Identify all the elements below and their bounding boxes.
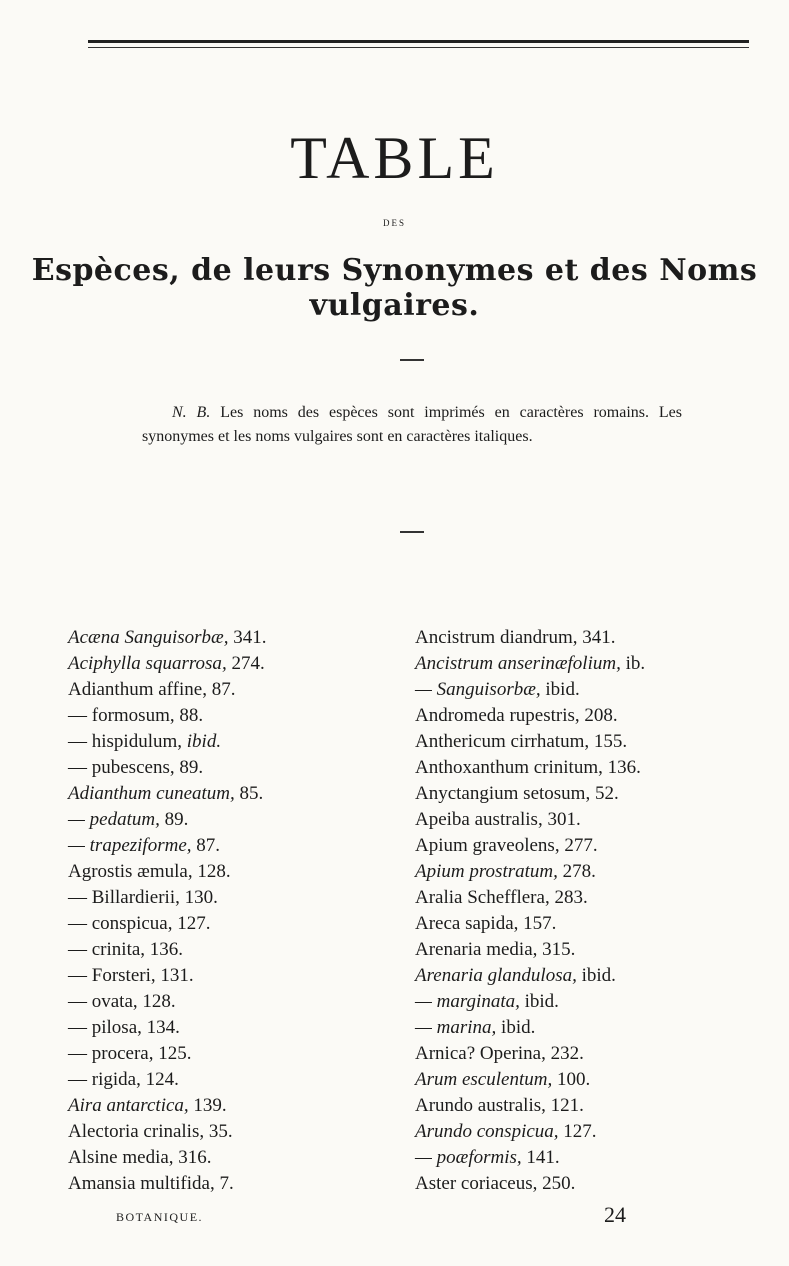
entry-separator: , — [168, 1147, 179, 1168]
index-entry — [68, 677, 398, 703]
entry-page-ref: 136. — [149, 939, 184, 960]
index-entry — [68, 989, 398, 1015]
entry-name: Adianthum affine — [68, 679, 203, 700]
index-entry — [415, 755, 755, 781]
page-title: TABLE — [290, 125, 499, 191]
entry-separator: , — [187, 861, 198, 882]
entry-page-ref: ibid. — [501, 1017, 536, 1038]
entry-separator: , — [572, 965, 582, 986]
index-entry — [68, 885, 398, 911]
entry-page-ref: 208. — [584, 705, 618, 726]
divider-dash — [400, 531, 424, 533]
entry-separator: , — [584, 731, 594, 752]
index-entry — [415, 963, 755, 989]
entry-name: Aciphylla squarrosa — [68, 653, 222, 674]
entry-page-ref: 87. — [211, 679, 236, 700]
entry-page-ref: ibid. — [186, 731, 222, 752]
entry-separator: , — [223, 627, 234, 648]
note-prefix: N. B. — [172, 404, 211, 421]
entry-name: — pubescens — [68, 757, 170, 778]
sheet-number: 24 — [604, 1202, 626, 1227]
entry-separator: , — [554, 835, 565, 856]
entry-separator: , — [553, 861, 563, 882]
entry-name: Anyctangium setosum — [415, 783, 586, 804]
entry-separator: , — [532, 1173, 543, 1194]
entry-page-ref: 87. — [196, 835, 220, 856]
entry-name: Aira antarctica — [68, 1095, 184, 1116]
index-entry — [68, 911, 398, 937]
entry-page-ref: 141. — [526, 1147, 560, 1168]
entry-name: — ovata — [68, 991, 133, 1012]
entry-name: Anthericum cirrhatum — [415, 731, 585, 752]
entry-page-ref: 128. — [142, 991, 176, 1012]
entry-separator: , — [167, 913, 178, 934]
entry-page-ref: ibid. — [545, 679, 580, 700]
page-subtitle: Espèces, de leurs Synonymes et des Noms vulgaires. — [31, 253, 758, 323]
entry-name: Alsine media — [68, 1147, 169, 1168]
entry-page-ref: 136. — [607, 757, 641, 778]
entry-page-ref: 157. — [523, 913, 557, 934]
entry-separator: , — [175, 887, 185, 908]
title-connector: DES — [382, 218, 406, 228]
entry-page-ref: 128. — [197, 861, 231, 882]
entry-separator: , — [547, 1069, 557, 1090]
index-entry — [415, 885, 755, 911]
entry-name: Areca sapida — [415, 913, 514, 934]
entry-separator: , — [140, 939, 150, 960]
index-entry — [68, 859, 398, 885]
index-entry — [68, 1015, 398, 1041]
entry-page-ref: 127. — [177, 913, 211, 934]
entry-name: — formosum — [68, 705, 170, 726]
index-entry — [415, 651, 755, 677]
entry-page-ref: 139. — [193, 1095, 227, 1116]
entry-name: Anthoxanthum crinitum — [415, 757, 599, 778]
entry-name: — trapeziforme — [68, 835, 187, 856]
index-entry — [415, 937, 755, 963]
entry-separator: , — [148, 1043, 159, 1064]
entry-separator: , — [221, 653, 232, 674]
index-entry — [68, 833, 398, 859]
index-entry — [415, 703, 755, 729]
index-entry — [68, 625, 398, 651]
entry-page-ref: 250. — [542, 1173, 576, 1194]
entry-name: Arundo australis — [415, 1095, 542, 1116]
index-entry — [415, 1041, 755, 1067]
entry-name: — marina — [415, 1017, 492, 1038]
entry-page-ref: 125. — [158, 1043, 192, 1064]
entry-name: Alectoria crinalis — [68, 1121, 200, 1142]
entry-separator: , — [532, 939, 543, 960]
entry-name: — procera — [68, 1043, 149, 1064]
entry-page-ref: ibid. — [581, 965, 616, 986]
entry-name: Apium prostratum — [415, 861, 554, 882]
entry-separator: , — [230, 783, 240, 804]
entry-separator: , — [515, 991, 525, 1012]
entry-name: Andromeda rupestris — [415, 705, 575, 726]
entry-separator: , — [553, 1121, 564, 1142]
index-entry — [415, 781, 755, 807]
entry-separator: , — [537, 809, 548, 830]
entry-name: — crinita — [68, 939, 141, 960]
entry-separator: , — [598, 757, 608, 778]
entry-separator: , — [572, 627, 583, 648]
entry-separator: , — [535, 679, 546, 700]
entry-separator: , — [177, 731, 187, 752]
entry-page-ref: 341. — [582, 627, 616, 648]
index-entry — [68, 1145, 398, 1171]
index-entry — [68, 1171, 398, 1197]
entry-name: — poæformis — [415, 1147, 517, 1168]
entry-separator: , — [169, 757, 180, 778]
entry-page-ref: 341. — [233, 627, 267, 648]
entry-page-ref: 89. — [164, 809, 189, 830]
entry-page-ref: 130. — [184, 887, 218, 908]
signature-mark: BOTANIQUE. — [116, 1210, 204, 1224]
entry-page-ref: 85. — [239, 783, 264, 804]
index-entry — [415, 1171, 755, 1197]
entry-separator: , — [137, 1017, 147, 1038]
entry-separator: , — [513, 913, 524, 934]
entry-name: Arnica? Operina — [415, 1043, 542, 1064]
entry-page-ref: 35. — [208, 1121, 233, 1142]
index-entry — [415, 833, 755, 859]
index-entry — [415, 729, 755, 755]
entry-name: Adianthum cuneatum — [68, 783, 231, 804]
top-rule-thick — [88, 40, 749, 43]
entry-page-ref: 278. — [562, 861, 596, 882]
entry-name: — Sanguisorbæ — [415, 679, 536, 700]
top-rule-thin — [88, 47, 749, 48]
index-column-right — [415, 625, 755, 1197]
entry-page-ref: 52. — [594, 783, 619, 804]
entry-separator: , — [616, 653, 626, 674]
entry-page-ref: 283. — [554, 887, 588, 908]
index-entry — [415, 807, 755, 833]
entry-name: Arenaria media — [415, 939, 533, 960]
entry-page-ref: 232. — [550, 1043, 584, 1064]
entry-name: — Billardierii — [68, 887, 176, 908]
entry-separator: , — [209, 1173, 220, 1194]
index-entry — [415, 625, 755, 651]
entry-separator: , — [150, 965, 161, 986]
index-entry — [68, 781, 398, 807]
entry-separator: , — [155, 809, 165, 830]
index-entry — [68, 703, 398, 729]
index-entry — [68, 1093, 398, 1119]
entry-name: Aster coriaceus — [415, 1173, 533, 1194]
entry-name: Acæna Sanguisorbæ — [68, 627, 224, 648]
entry-page-ref: 127. — [563, 1121, 597, 1142]
index-entry — [415, 1015, 755, 1041]
entry-name: — marginata — [415, 991, 516, 1012]
entry-separator: , — [186, 835, 197, 856]
note-text: Les noms des espèces sont imprimés en caractères romains. Les synonymes et les noms vulgaires sont en caractères italiques. — [142, 404, 682, 445]
entry-name: Amansia multifida — [68, 1173, 210, 1194]
index-entry — [415, 1119, 755, 1145]
entry-name: — conspicua — [68, 913, 168, 934]
entry-name: Apium graveolens — [415, 835, 555, 856]
entry-name: Ancistrum anserinæfolium — [415, 653, 617, 674]
entry-name: Apeiba australis — [415, 809, 538, 830]
index-entry — [68, 651, 398, 677]
entry-page-ref: 277. — [564, 835, 598, 856]
entry-page-ref: 155. — [593, 731, 628, 752]
index-entry — [68, 807, 398, 833]
entry-page-ref: 100. — [556, 1069, 591, 1090]
entry-page-ref: 315. — [542, 939, 576, 960]
entry-name: — pilosa — [68, 1017, 138, 1038]
entry-name: Agrostis æmula — [68, 861, 188, 882]
entry-separator: , — [541, 1095, 551, 1116]
index-entry — [415, 911, 755, 937]
index-entry — [415, 859, 755, 885]
entry-separator: , — [516, 1147, 527, 1168]
entry-page-ref: 124. — [145, 1069, 179, 1090]
entry-separator: , — [202, 679, 212, 700]
index-entry — [415, 677, 755, 703]
entry-separator: , — [574, 705, 585, 726]
note-paragraph — [142, 401, 682, 449]
entry-page-ref: 274. — [231, 653, 265, 674]
entry-page-ref: 131. — [160, 965, 194, 986]
index-entry — [415, 1067, 755, 1093]
entry-separator: , — [544, 887, 555, 908]
entry-name: — pedatum — [68, 809, 156, 830]
entry-name: Aralia Schefflera — [415, 887, 545, 908]
entry-page-ref: 121. — [550, 1095, 584, 1116]
index-entry — [68, 937, 398, 963]
entry-page-ref: 89. — [179, 757, 204, 778]
entry-separator: , — [199, 1121, 209, 1142]
entry-name: Ancistrum diandrum — [415, 627, 573, 648]
index-entry — [68, 963, 398, 989]
entry-name: — Forsteri — [68, 965, 151, 986]
index-column-left — [68, 625, 398, 1197]
entry-name: — hispidulum — [68, 731, 178, 752]
index-entry — [68, 1041, 398, 1067]
entry-page-ref: 316. — [178, 1147, 212, 1168]
entry-page-ref: ib. — [625, 653, 646, 674]
entry-page-ref: ibid. — [524, 991, 559, 1012]
entry-page-ref: 88. — [179, 705, 204, 726]
entry-separator: , — [491, 1017, 502, 1038]
index-entry — [68, 755, 398, 781]
index-entry — [415, 1145, 755, 1171]
entry-page-ref: 134. — [146, 1017, 180, 1038]
index-entry — [415, 1093, 755, 1119]
entry-separator: , — [183, 1095, 194, 1116]
entry-page-ref: 7. — [219, 1173, 234, 1194]
entry-separator: , — [585, 783, 595, 804]
index-entry — [415, 989, 755, 1015]
entry-separator: , — [136, 1069, 146, 1090]
index-entry — [68, 729, 398, 755]
entry-name: Arum esculentum — [415, 1069, 548, 1090]
index-entry — [68, 1067, 398, 1093]
entry-page-ref: 301. — [547, 809, 581, 830]
entry-separator: , — [541, 1043, 551, 1064]
index-entry — [68, 1119, 398, 1145]
entry-name: Arenaria glandulosa — [415, 965, 573, 986]
entry-name: — rigida — [68, 1069, 137, 1090]
divider-dash — [400, 359, 424, 361]
entry-name: Arundo conspicua — [415, 1121, 554, 1142]
entry-separator: , — [132, 991, 143, 1012]
entry-separator: , — [169, 705, 180, 726]
